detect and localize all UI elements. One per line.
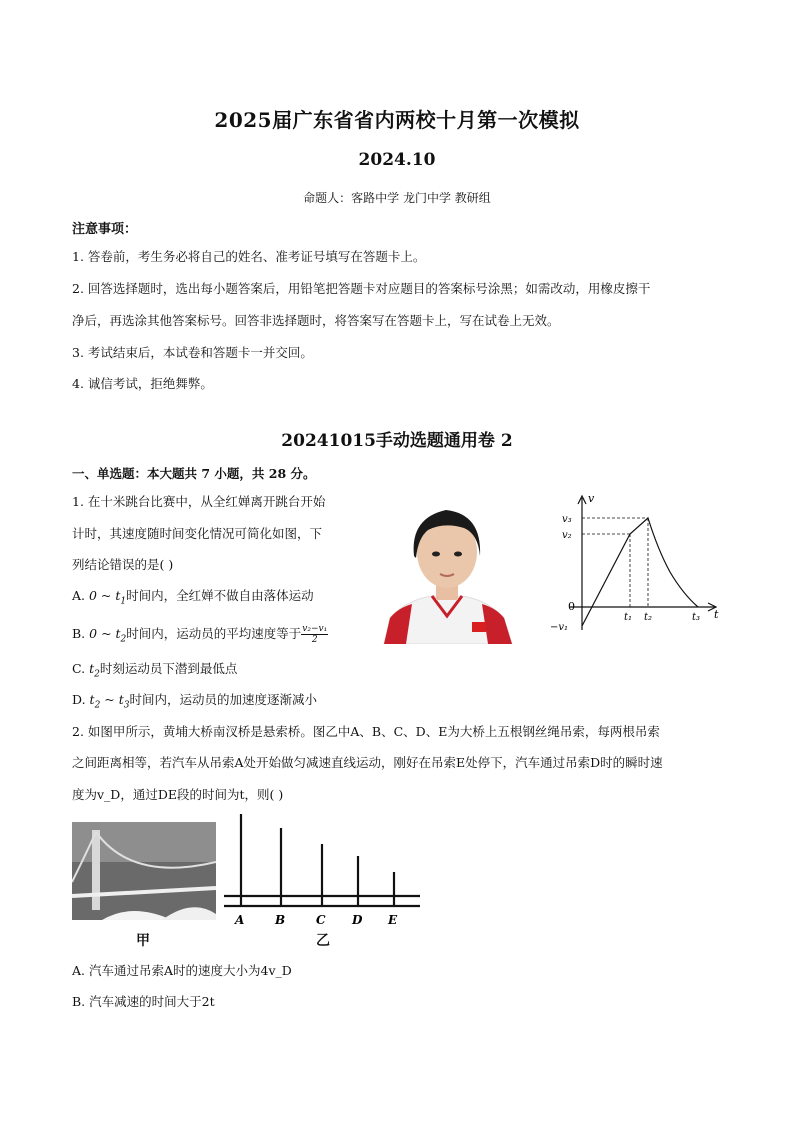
option-label: D. <box>72 692 90 707</box>
cable-diagram <box>224 810 424 930</box>
option-label: B. <box>72 626 90 641</box>
exam-author: 命题人：客路中学 龙门中学 教研组 <box>303 191 491 205</box>
option-math: 0 ~ t <box>88 588 121 603</box>
t2-label: t₂ <box>644 612 653 623</box>
cable-label: E <box>388 913 398 927</box>
q2-stem-line: 之间距离相等，若汽车从吊索A处开始做匀减速直线运动，刚好在吊索E处停下，汽车通过吊索D时的瞬时速 <box>72 755 663 770</box>
option-sub: 2 <box>94 700 101 711</box>
option-math: ~ t <box>100 692 124 707</box>
option-text: 时间内，运动员的加速度逐渐减小 <box>129 692 317 707</box>
q2-option-a: A. 汽车通过吊索A时的速度大小为4v_D <box>72 963 292 978</box>
notice-item: 1. 答卷前，考生务必将自己的姓名、准考证号填写在答题卡上。 <box>72 249 426 264</box>
notice-item: 2. 回答选择题时，选出每小题答案后，用铅笔把答题卡对应题目的答案标号涂黑；如需改动，用橡皮擦干 <box>72 281 651 296</box>
section-title: 20241015手动选题通用卷 2 <box>281 431 513 451</box>
notice-item: 4. 诚信考试，拒绝舞弊。 <box>72 376 213 391</box>
exam-date: 2024.10 <box>358 150 436 170</box>
option-sub: 2 <box>120 634 127 645</box>
option-sub: 1 <box>120 596 127 607</box>
cable-label: D <box>352 913 363 927</box>
v3-label: v₃ <box>562 514 572 525</box>
q1-option-d <box>72 692 317 714</box>
q1-option-b <box>72 624 328 648</box>
cable-label: A <box>235 913 245 927</box>
athlete-photo <box>376 500 518 644</box>
origin-label: 0 <box>568 600 575 613</box>
q2-option-b: B. 汽车减速的时间大于2t <box>72 994 215 1009</box>
option-label: A. <box>72 588 89 603</box>
option-sub: 2 <box>94 669 100 680</box>
option-text: 时间内，全红婵不做自由落体运动 <box>126 588 314 603</box>
q1-stem-line: 1. 在十米跳台比赛中，从全红婵离开跳台开始 <box>72 494 326 509</box>
t3-label: t₃ <box>692 612 701 623</box>
notice-heading: 注意事项： <box>72 222 138 237</box>
notice-item: 净后，再选涂其他答案标号。回答非选择题时，将答案写在答题卡上，写在试卷上无效。 <box>72 313 560 328</box>
option-text: 时刻运动员下潜到最低点 <box>99 661 238 676</box>
q1-stem-line: 计时，其速度随时间变化情况可简化如图，下 <box>72 526 323 541</box>
option-label: C. <box>72 661 90 676</box>
cable-label: C <box>316 913 326 927</box>
option-text: 时间内，运动员的平均速度等于 <box>126 626 302 641</box>
fraction-numerator: v₂−v₁ <box>302 624 328 634</box>
notice-item: 3. 考试结束后，本试卷和答题卡一并交回。 <box>72 345 313 360</box>
exam-title: 2025届广东省省内两校十月第一次模拟 <box>214 108 580 132</box>
figure-label-yi: 乙 <box>316 933 330 949</box>
figure-label-jia: 甲 <box>136 933 150 949</box>
option-sub: 3 <box>123 700 130 711</box>
cable-label: B <box>275 913 286 927</box>
fraction-denominator: 2 <box>311 635 318 645</box>
q1-stem-line: 列结论错误的是( ) <box>72 557 174 572</box>
bridge-photo <box>72 822 216 922</box>
section-heading: 一、单选题：本大题共 7 小题，共 28 分。 <box>72 466 316 481</box>
q1-option-c <box>72 661 237 683</box>
v-axis-label: v <box>588 492 595 505</box>
t1-label: t₁ <box>624 612 633 623</box>
option-math: t <box>89 661 95 676</box>
option-math: t <box>89 692 95 707</box>
q2-stem-line: 2. 如图甲所示，黄埔大桥南汊桥是悬索桥。图乙中A、B、C、D、E为大桥上五根钢丝绳吊索，每两根吊索 <box>72 724 660 739</box>
t-axis-label: t <box>714 608 719 621</box>
q1-velocity-time-graph <box>548 490 728 640</box>
neg-v1-label: −v₁ <box>550 622 569 633</box>
option-math: 0 ~ t <box>89 626 121 641</box>
q2-stem-line: 度为v_D，通过DE段的时间为t，则( ) <box>72 787 284 802</box>
q1-option-a <box>72 588 314 610</box>
v2-label: v₂ <box>562 530 572 541</box>
average-velocity-fraction <box>301 624 328 645</box>
